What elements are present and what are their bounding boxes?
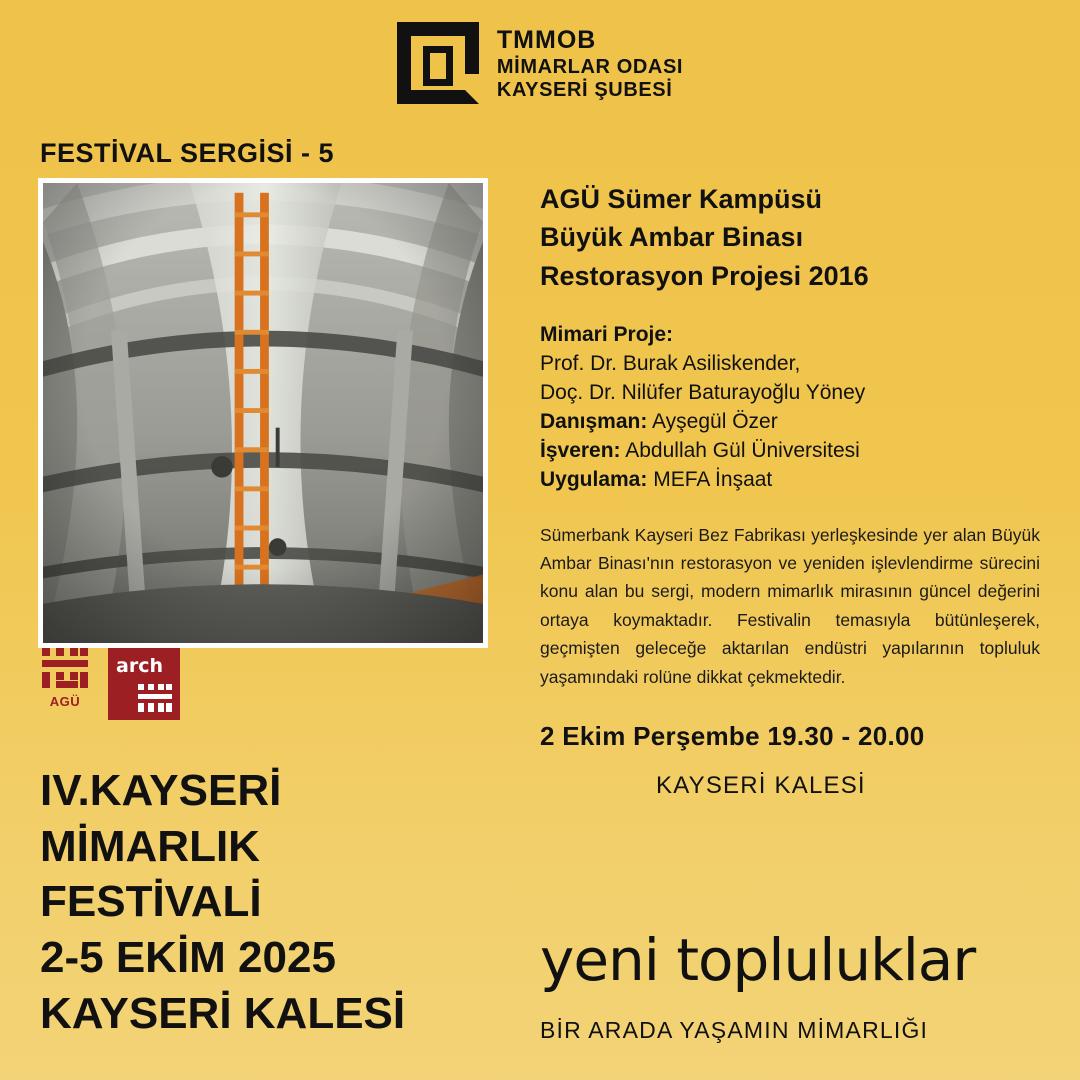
credit-row — [540, 379, 1045, 408]
festival-exhibition-label: FESTİVAL SERGİSİ - 5 — [40, 138, 335, 168]
credit-label: İşveren: — [540, 438, 621, 462]
archgu-pattern-icon — [138, 684, 172, 712]
credit-row — [540, 321, 1045, 350]
credit-value: Prof. Dr. Burak Asiliskender, — [540, 351, 801, 375]
credit-row — [540, 437, 1045, 466]
credit-label: Mimari Proje: — [540, 322, 674, 346]
festival-main-title — [40, 763, 405, 1042]
credit-value: Abdullah Gül Üniversitesi — [625, 438, 860, 462]
right-column — [540, 180, 1045, 800]
event-venue: KAYSERİ KALESİ — [656, 771, 866, 799]
festival-title-line-5: KAYSERİ KALESİ — [40, 989, 406, 1039]
tmmob-logo-icon — [397, 22, 479, 104]
credit-value: MEFA İnşaat — [653, 467, 773, 491]
festival-theme-tagline: BİR ARADA YAŞAMIN MİMARLIĞI — [540, 1017, 929, 1043]
credit-value: Ayşegül Özer — [652, 409, 778, 433]
credit-row — [540, 408, 1045, 437]
exhibition-photo — [38, 178, 488, 648]
credit-label: Uygulama: — [540, 467, 648, 491]
credit-value: Doç. Dr. Nilüfer Baturayoğlu Yöney — [540, 380, 866, 404]
project-title-line-1: AGÜ Sümer Kampüsü — [540, 184, 823, 214]
festival-title-line-4: 2-5 EKİM 2025 — [40, 933, 336, 983]
festival-title-line-1: IV.KAYSERİ — [40, 765, 282, 815]
archgu-logo — [108, 648, 180, 720]
partner-logos — [38, 648, 180, 720]
tmmob-line-2: MİMARLAR ODASI — [496, 55, 684, 78]
event-datetime: 2 Ekim Perşembe 19.30 - 20.00 — [540, 720, 925, 751]
project-title — [540, 180, 1045, 295]
photo-illustration — [43, 183, 483, 643]
agu-mark-icon — [42, 648, 88, 688]
project-description: Sümerbank Kayseri Bez Fabrikası yerleşkesinde yer alan Büyük Ambar Binası'nın restorasyon ve yeniden işlevlendirme sürecini konu alan bu sergi, modern mimarlık mirasının güncel değerini ortaya koymaktadır. Festivalin temasıyla bütünleşerek, geçmişten geleceğe aktarılan endüstri yapılarının topluluk yaşamındaki rolüne dikkat çekmektedir. — [540, 524, 1040, 687]
agu-logo-caption: AGÜ — [49, 694, 81, 709]
project-credits — [540, 321, 1045, 495]
project-title-line-3: Restorasyon Projesi 2016 — [540, 260, 869, 291]
tmmob-line-3: KAYSERİ ŞUBESİ — [496, 79, 673, 102]
credit-row — [540, 350, 1045, 379]
project-title-line-2: Büyük Ambar Binası — [540, 222, 804, 253]
festival-theme-brand: yeni topluluklar — [540, 926, 976, 994]
archgu-logo-text: arch — [116, 655, 163, 677]
tmmob-logo-text — [497, 22, 683, 103]
festival-title-line-3: FESTİVALİ — [40, 877, 262, 927]
tmmob-line-1: TMMOB — [496, 26, 597, 54]
festival-title-line-2: MİMARLIK — [40, 821, 260, 871]
credit-label: Danışman: — [540, 409, 648, 433]
header — [0, 22, 1080, 104]
credit-row — [540, 466, 1045, 495]
agu-logo — [38, 648, 92, 709]
